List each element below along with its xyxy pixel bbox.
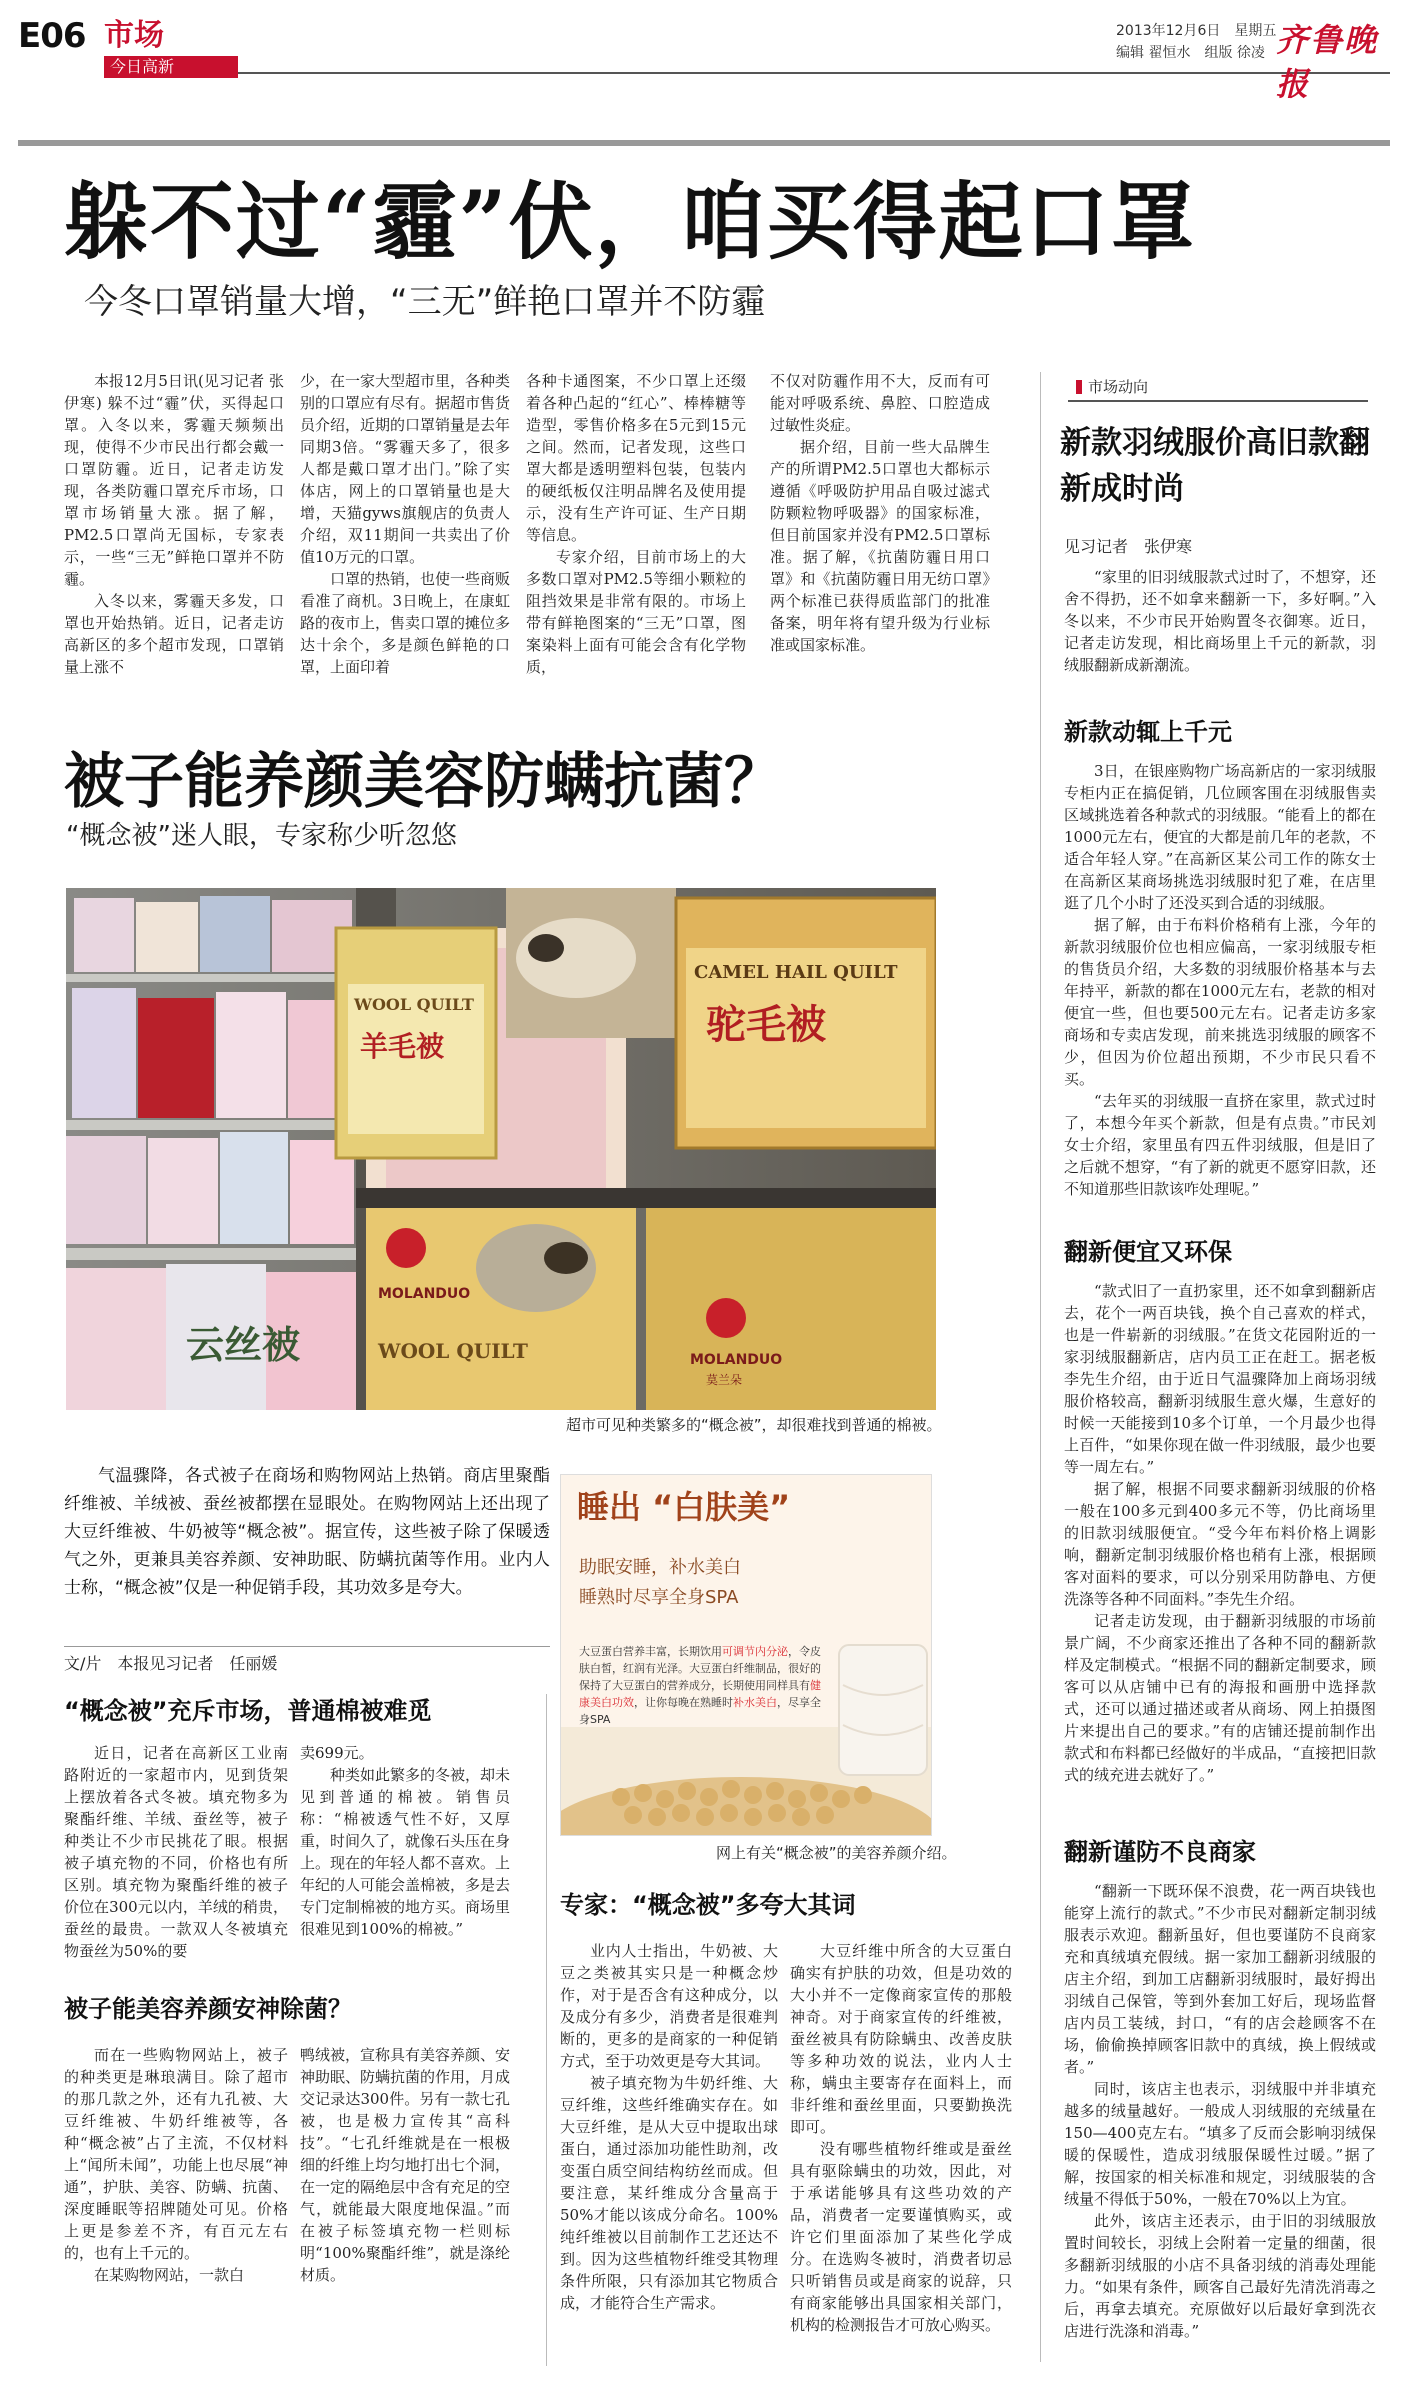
ad-title: 睡出 “白肤美” bbox=[577, 1488, 791, 1526]
story2-byline: 文/片 本报见习记者 任丽媛 bbox=[64, 1654, 278, 1673]
page-number: E06 bbox=[18, 16, 86, 56]
story2-section2-col2: 鸭绒被，宣称具有美容养颜、安神助眠、防螨抗菌的作用，月成交记录达300件。另有一款七孔被，也是极力宣传其“高科技”。“七孔纤维就是在一根极细的纤维上均匀地打出七个洞，在一定的隔绝层中含有充足的空气，就能最大限度地保温。”而在被子标签填充物一栏则标明“100%聚酯纤维”，就是涤纶材质。 bbox=[300, 2046, 510, 2284]
beauty-quilt-ad bbox=[560, 1474, 932, 1836]
sidebar-section1-title: 新款动辄上千元 bbox=[1064, 718, 1232, 746]
story2-section3-col2: 大豆纤维中所含的大豆蛋白确实有护肤的功效，但是功效的大小并不一定像商家宣传的那般神奇。对于商家宣传的纤维被，蚕丝被具有防除螨虫、改善皮肤等多种功效的说法，业内人士称，螨虫主要寄存在面料上，而非纤维和蚕丝里面，只要勤换洗即可。 没有哪些植物纤维或是蚕丝具有驱除螨虫的功效，因此，对于承诺能够具有这些功效的产品，消费者一定要谨慎购买，或许它们里面添加了某些化学成分。在选购冬被时，消费者切忌只听销售员或是商家的说辞，只有商家能够出具国家相关部门，机构的检测报告才可放心购买。 bbox=[790, 1942, 1012, 2334]
subsection-label: 今日高新 bbox=[104, 56, 238, 78]
story2-section1-title: “概念被”充斥市场，普通棉被难觅 bbox=[64, 1697, 432, 1725]
sidebar-section2-title: 翻新便宜又环保 bbox=[1064, 1238, 1232, 1266]
story2-column-divider bbox=[546, 1694, 547, 2366]
story2-section2-title: 被子能美容养颜安神除菌？ bbox=[64, 1995, 352, 2023]
wool-quilt-cn-label: 羊毛被 bbox=[360, 1030, 445, 1063]
section-name: 市场 bbox=[104, 18, 164, 53]
story2-headline: 被子能养颜美容防螨抗菌？ bbox=[64, 747, 784, 817]
camel-quilt-cn-label: 驼毛被 bbox=[706, 1002, 826, 1048]
sidebar-section1-body: 3日，在银座购物广场高新店的一家羽绒服专柜内正在搞促销，几位顾客围在羽绒服售卖区域挑选着各种款式的羽绒服。“能看上的都在1000元左右，便宜的大都是前几年的老款，不适合年轻人穿。”在高新区某公司工作的陈女士在高新区某商场挑选羽绒服时犯了难，在店里逛了几个小时了还没买到合适的羽绒服。 据了解，由于布料价格稍有上涨，今年的新款羽绒服价位也相应偏高，一家羽绒服专柜的售货员介绍，大多数的羽绒服价格基本与去年持平，新款的都在1000元左右，老款的相对便宜一些，但也要500元左右。记者走访多家商场和专卖店发现，前来挑选羽绒服的顾客不少，但因为价位超出预期，不少市民只看不买。 “去年买的羽绒服一直挤在家里，款式过时了，本想今年买个新款，但是有点贵。”市民刘女士介绍，家里虽有四五件羽绒服，但是旧了之后就不想穿，“有了新的就更不愿穿旧款，还不知道那些旧款该咋处理呢。” bbox=[1064, 762, 1376, 1198]
camel-quilt-en-label: CAMEL HAIL QUILT bbox=[694, 962, 898, 983]
ad-line-2: 睡熟时尽享全身SPA bbox=[579, 1587, 739, 1608]
section-divider bbox=[18, 140, 1390, 146]
story2-section3-title: 专家：“概念被”多夸大其词 bbox=[560, 1891, 856, 1919]
story2-section1-col1: 近日，记者在高新区工业南路附近的一家超市内，见到货架上摆放着各式冬被。填充物多为聚酯纤维、羊绒、蚕丝等，被子种类让不少市民挑花了眼。根据被子填充物的不同，价格也有所区别。填充物为聚酯纤维的被子价位在300元以内，羊绒的稍贵，蚕丝的最贵。一款双人冬被填充物蚕丝为50%的要 bbox=[64, 1744, 288, 1960]
sidebar-byline: 见习记者 张伊寒 bbox=[1064, 537, 1193, 556]
story2-section3-col1: 业内人士指出，牛奶被、大豆之类被其实只是一种概念炒作，对于是否含有这种成分，以及成分有多少，消费者是很难判断的，更多的是商家的一种促销方式，至于功效更是夸大其词。 被子填充物为牛奶纤维、大豆纤维，这些纤维确实存在。如大豆纤维，是从大豆中提取出球蛋白，通过添加功能性助剂，改变蛋白质空间结构纺丝而成。但要注意，某纤维成分含量高于50%才能以该成分命名。100%纯纤维被以目前制作工艺还达不到。因为这些植物纤维受其物理条件所限，只有添加其它物质合成，才能符合生产需求。 bbox=[560, 1942, 778, 2312]
brand-label-right: MOLANDUO bbox=[690, 1352, 783, 1368]
sidebar-section2-body: “款式旧了一直扔家里，还不如拿到翻新店去，花个一两百块钱，换个自己喜欢的样式，也是一件崭新的羽绒服。”在货文花园附近的一家羽绒服翻新店，店内员工正在赶工。据老板李先生介绍，由于近日气温骤降加上商场羽绒服价格较高，翻新羽绒服生意火爆，生意好的时候一天能接到10多个订单，一个月最少也得上百件，“如果你现在做一件羽绒服，最少也要等一周左右。” 据了解，根据不同要求翻新羽绒服的价格一般在100多元到400多元不等，仍比商场里的旧款羽绒服便宜。“受今年布料价格上调影响，翻新定制羽绒服价格也稍有上涨，根据顾客对面料的要求，可以分别采用防静电、方便洗涤等各种不同面料。”李先生介绍。 记者走访发现，由于翻新羽绒服的市场前景广阔，不少商家还推出了各种不同的翻新款样及定制模式。“根据不同的翻新定制要求，顾客可以从店铺中已有的海报和画册中选择款式，还可以通过描述或者从商场、网上拍摄图片来提出自己的要求。”有的店铺还提前制作出款式和布料都已经做好的半成品，“直接把旧款式的绒充进去就好了。” bbox=[1064, 1282, 1376, 1784]
story1-column-4: 不仅对防霾作用不大，反而有可能对呼吸系统、鼻腔、口腔造成过敏性炎症。 据介绍，目前一些大品牌生产的所谓PM2.5口罩也大都标示遵循《呼吸防护用品自吸过滤式防颗粒物呼吸器》的国家标准，但目前国家并没有PM2.5口罩标准。据了解，《抗菌防霾日用口罩》和《抗菌防霾日用无纺口罩》两个标准已获得质监部门的批准备案，明年将有望升级为行业标准或国家标准。 bbox=[770, 372, 990, 654]
sidebar-intro: “家里的旧羽绒服款式过时了，不想穿，还舍不得扔，还不如拿来翻新一下，多好啊。”入冬以来，不少市民开始购置冬衣御寒。近日，记者走访发现，相比商场里上千元的新款，羽绒服翻新成新潮流。 bbox=[1064, 568, 1376, 674]
story1-column-1: 本报12月5日讯(见习记者 张伊寒) 躲不过“霾”伏，买得起口罩。入冬以来，雾霾天频频出现，使得不少市民出行都会戴一口罩防霾。近日，记者走访发现，各类防霾口罩充斥市场，口罩市场销量大涨。据了解，PM2.5口罩尚无国标，专家表示，一些“三无”鲜艳口罩并不防霾。 入冬以来，雾霾天多发，口罩也开始热销。近日，记者走访高新区的多个超市发现，口罩销量上涨不 bbox=[64, 372, 284, 676]
silk-quilt-label: 云丝被 bbox=[186, 1323, 301, 1367]
sidebar-divider bbox=[1040, 372, 1041, 2362]
sidebar-section3-title: 翻新谨防不良商家 bbox=[1064, 1838, 1256, 1866]
story1-column-2: 少，在一家大型超市里，各种类别的口罩应有尽有。据超市售货员介绍，近期的口罩销量是去年同期3倍。“雾霾天多了，很多人都是戴口罩才出门。”除了实体店，网上的口罩销量也是大增，天猫gyws旗舰店的负责人介绍，双11期间一共卖出了价值10万元的口罩。 口罩的热销，也使一些商贩看准了商机。3日晚上，在康虹路的夜市上，售卖口罩的摊位多达十余个，多是颜色鲜艳的口罩，上面印着 bbox=[300, 372, 510, 676]
brand-label: MOLANDUO bbox=[378, 1286, 471, 1302]
sidebar-tag: 市场动向 bbox=[1068, 372, 1368, 402]
ad-body: 大豆蛋白营养丰富，长期饮用可调节内分泌，令皮肤白皙，红润有光泽。大豆蛋白纤维制品，很好的保持了大豆蛋白的营养成分，长期使用同样具有健康美白功效，让你每晚在熟睡时补水美白，尽享全身SPA bbox=[579, 1645, 821, 1726]
story2-section1-col2: 卖699元。 种类如此繁多的冬被，却未见到普通的棉被。销售员称：“棉被透气性不好，又厚重，时间久了，就像石头压在身上。现在的年轻人都不喜欢。上年纪的人可能会盖棉被，多是去专门定制棉被的地方买。商场里很难见到100%的棉被。” bbox=[300, 1744, 510, 1938]
story2-lead: 气温骤降，各式被子在商场和购物网站上热销。商店里聚酯纤维被、羊绒被、蚕丝被都摆在显眼处。在购物网站上还出现了大豆纤维被、牛奶被等“概念被”。据宣传，这些被子除了保暖透气之外，更兼具美容养颜、安神助眠、防螨抗菌等作用。业内人士称，“概念被”仅是一种促销手段，其功效多是夸大。 bbox=[64, 1466, 550, 1598]
lead-rule bbox=[64, 1646, 550, 1647]
story1-headline: 躲不过“霾”伏，咱买得起口罩 bbox=[64, 172, 1197, 271]
issue-date: 2013年12月6日 星期五 bbox=[1116, 23, 1277, 39]
wool-quilt-lower-en-label: WOOL QUILT bbox=[378, 1339, 528, 1363]
wool-quilt-en-label: WOOL QUILT bbox=[354, 995, 474, 1014]
masthead-rule bbox=[238, 72, 1390, 74]
brand-cn-label: 莫兰朵 bbox=[706, 1373, 743, 1387]
paper-logo: 齐鲁晚报 bbox=[1276, 21, 1379, 103]
story2-subhead: “概念被”迷人眼，专家称少听忽悠 bbox=[66, 821, 457, 851]
story1-subhead: 今冬口罩销量大增，“三无”鲜艳口罩并不防霾 bbox=[84, 282, 766, 322]
photo-caption: 超市可见种类繁多的“概念被”，却很难找到普通的棉被。 bbox=[566, 1416, 942, 1434]
quilt-pillow-image bbox=[833, 1625, 932, 1785]
ad-caption: 网上有关“概念被”的美容养颜介绍。 bbox=[716, 1844, 957, 1862]
sidebar-headline: 新款羽绒服价高旧款翻新成时尚 bbox=[1060, 425, 1370, 507]
editor-credits: 编辑 翟恒水 组版 徐凌 bbox=[1116, 45, 1265, 61]
ad-line-1: 助眠安睡，补水美白 bbox=[579, 1557, 741, 1578]
supermarket-quilt-photo bbox=[66, 888, 936, 1410]
masthead bbox=[18, 16, 1390, 103]
sidebar-section3-body: “翻新一下既环保不浪费，花一两百块钱也能穿上流行的款式。”不少市民对翻新定制羽绒服表示欢迎。翻新虽好，但也要谨防不良商家充和真绒填充假绒。据一家加工翻新羽绒服的店主介绍，到加工店翻新羽绒服时，最好拇出羽绒自己保管，等到外套加工好后，现场监督店内员工装绒，封口，“有的店会趁顾客不在场，偷偷换掉顾客旧款中的真绒，换上假绒或者。” 同时，该店主也表示，羽绒服中并非填充越多的绒量越好。一般成人羽绒服的充绒量在150—400克左右。“填多了反而会影响羽绒保暖的保暖性，造成羽绒服保暖性过暖。”据了解，按国家的相关标准和规定，羽绒服装的含绒量不得低于50%，一般在70%以上为宜。 此外，该店主还表示，由于旧的羽绒服放置时间较长，羽绒上会附着一定量的细菌，很多翻新羽绒服的小店不具备羽绒的消毒处理能力。“如果有条件，顾客自己最好先清洗消毒之后，再拿去填充。充原做好以后最好拿到洗衣店进行洗涤和消毒。” bbox=[1064, 1882, 1376, 2340]
story2-section2-col1: 而在一些购物网站上，被子的种类更是琳琅满目。除了超市的那几款之外，还有九孔被、大豆纤维被、牛奶纤维被等，各种“概念被”占了主流，不仅材料上“闻所未闻”，功能上也尽展“神通”，护肤、美容、防螨、抗菌、深度睡眠等招牌随处可见。价格上更是参差不齐，有百元左右的，也有上千元的。 在某购物网站，一款白 bbox=[64, 2046, 288, 2284]
story1-column-3: 各种卡通图案，不少口罩上还缀着各种凸起的“红心”、棒棒糖等造型，零售价格多在5元到15元之间。然而，记者发现，这些口罩大都是透明塑料包装，包装内的硬纸板仅注明品牌名及使用提示，没有生产许可证、生产日期等信息。 专家介绍，目前市场上的大多数口罩对PM2.5等细小颗粒的阻挡效果是非常有限的。市场上带有鲜艳图案的“三无”口罩，图案染料上面有可能会含有化学物质， bbox=[526, 372, 746, 676]
